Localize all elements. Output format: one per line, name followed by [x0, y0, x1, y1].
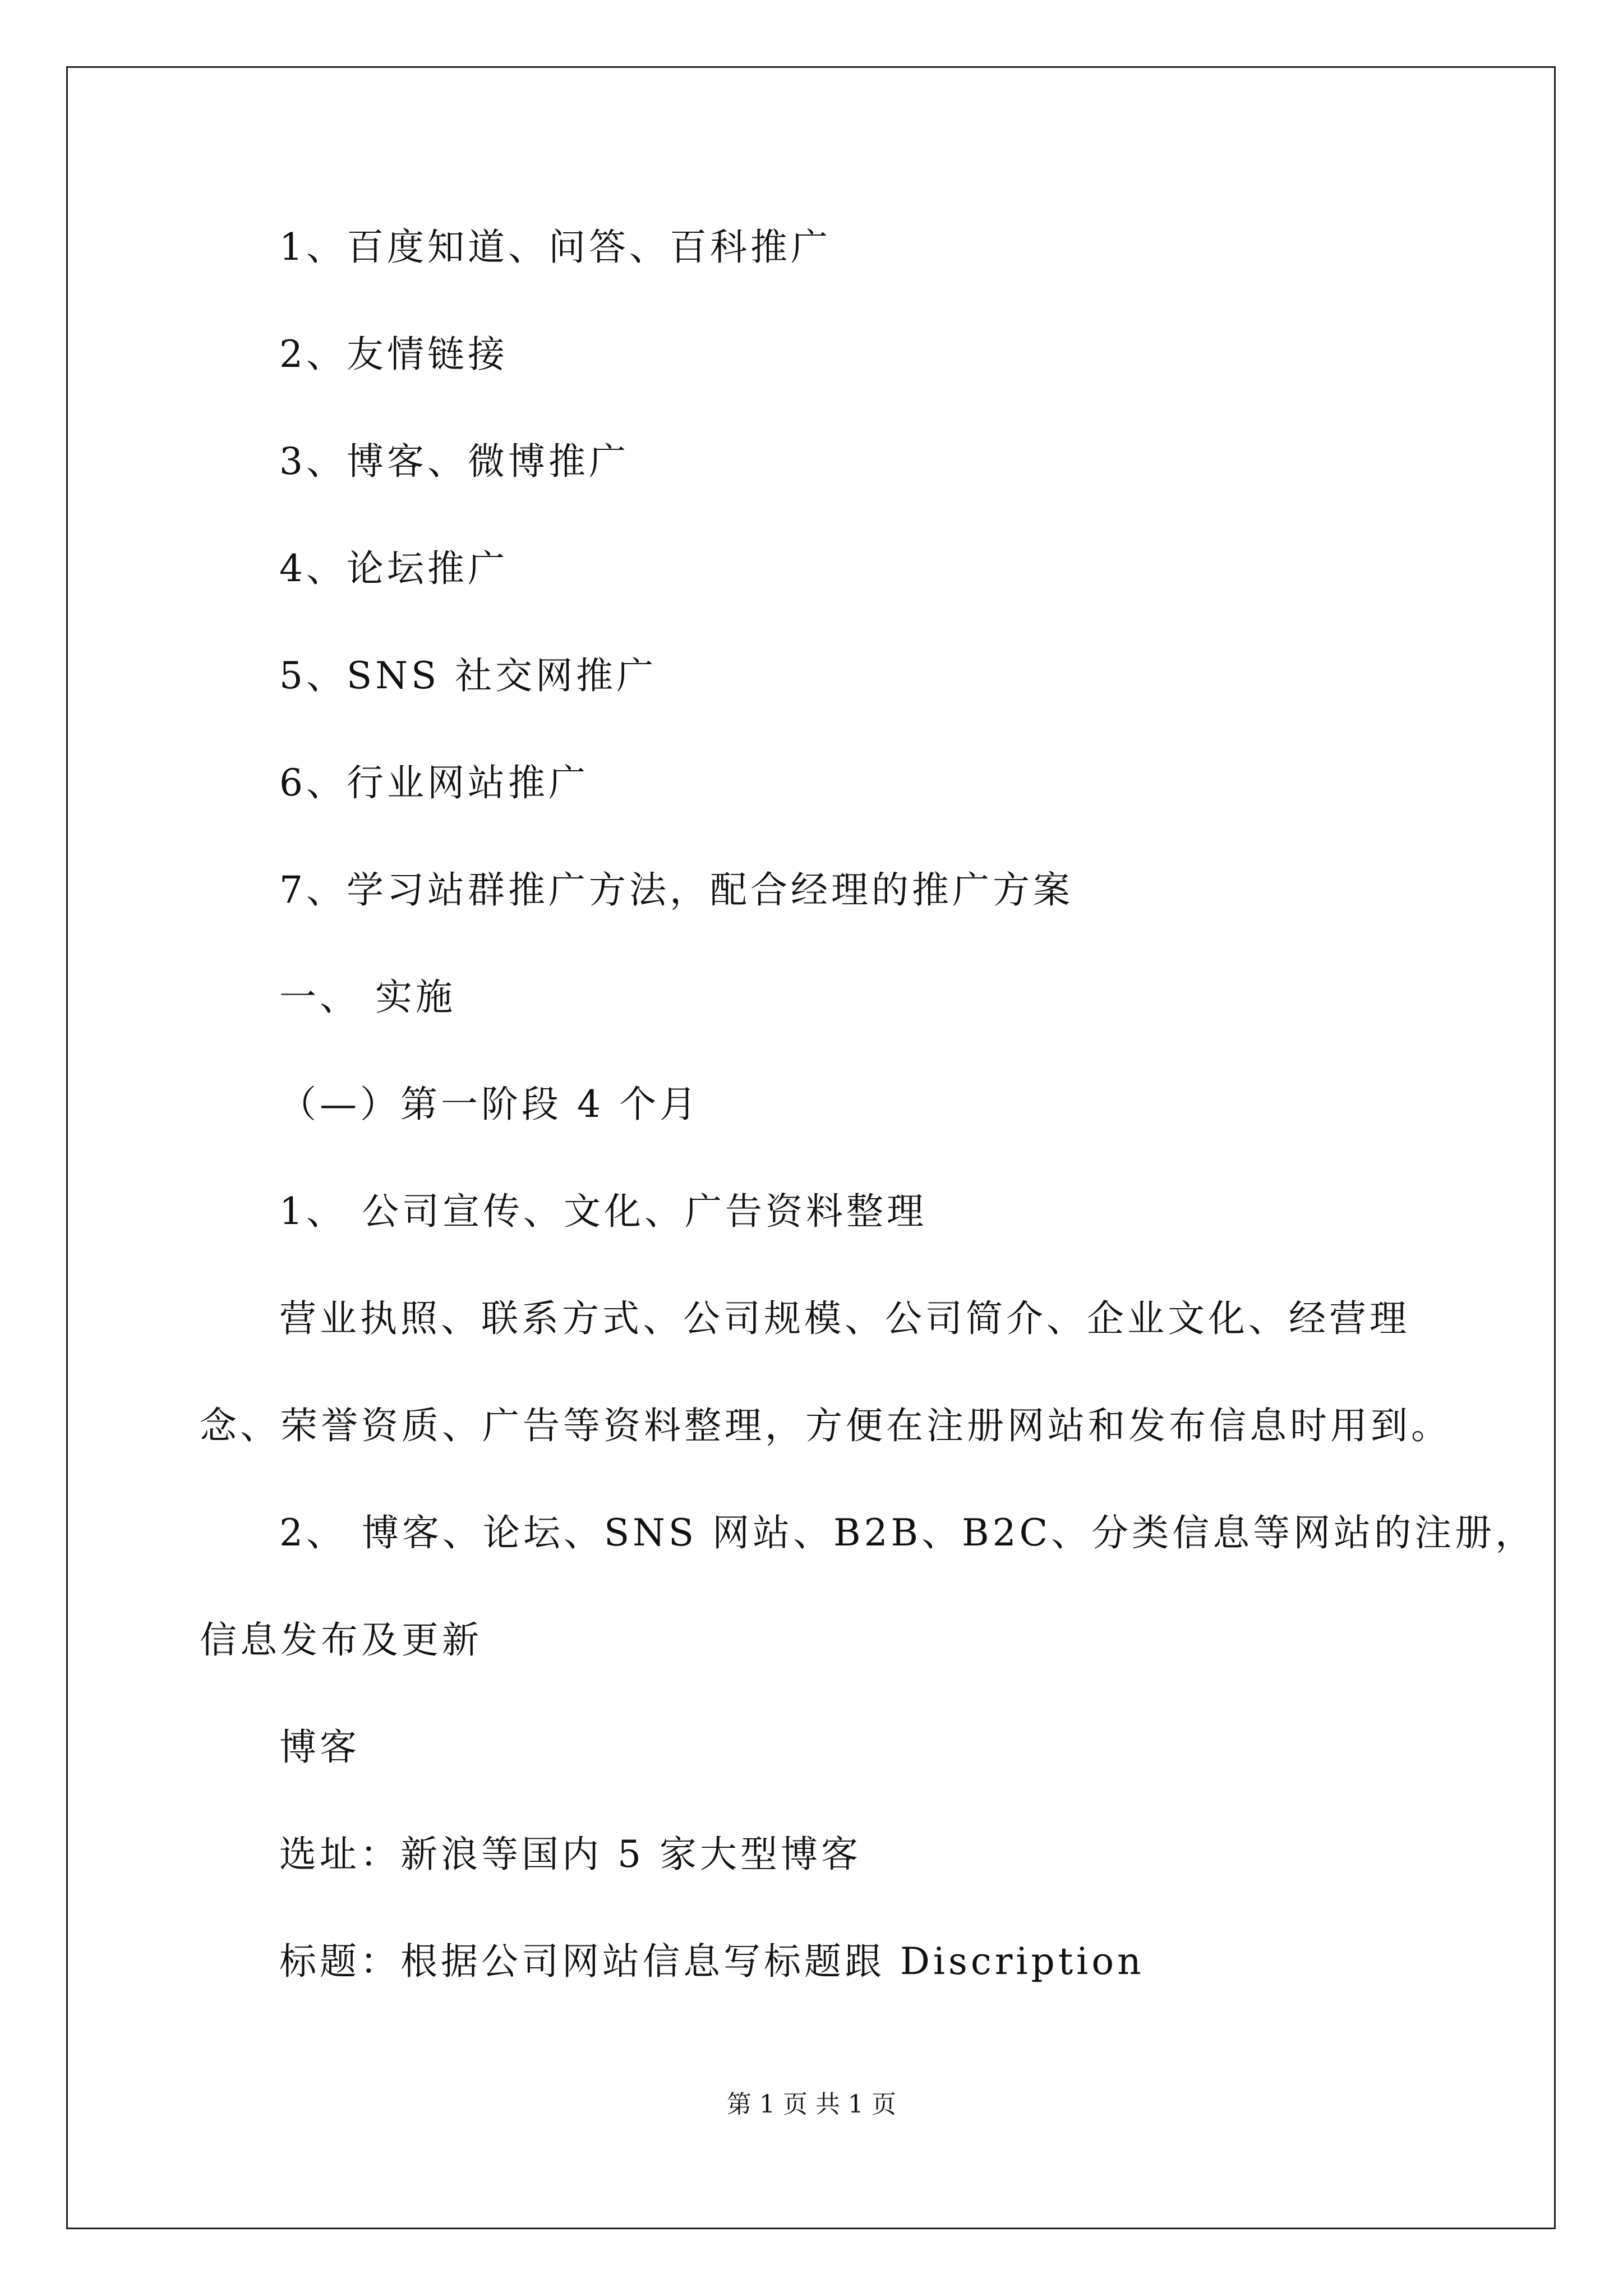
paragraph-materials-line-1: 营业执照、联系方式、公司规模、公司简介、企业文化、经营理: [279, 1297, 1410, 1340]
paragraph-site-selection: 选址：新浪等国内 5 家大型博客: [279, 1833, 861, 1876]
paragraph-title-description: 标题：根据公司网站信息写标题跟 Discription: [279, 1940, 1145, 1983]
item-heading-registration-line-2: 信息发布及更新: [200, 1618, 482, 1662]
list-item-blog-weibo: 3、博客、微博推广: [279, 440, 629, 483]
subsection-heading-phase-one: （—）第一阶段 4 个月: [279, 1083, 700, 1126]
item-heading-company-materials: 1、 公司宣传、文化、广告资料整理: [279, 1190, 927, 1233]
list-item-site-group: 7、学习站群推广方法，配合经理的推广方案: [279, 868, 1073, 912]
item-heading-registration-line-1: 2、 博客、论坛、SNS 网站、B2B、B2C、分类信息等网站的注册，: [279, 1511, 1536, 1554]
list-item-industry-sites: 6、行业网站推广: [279, 761, 589, 804]
page-footer: 第 1 页 共 1 页: [727, 2090, 896, 2119]
label-blog: 博客: [279, 1726, 360, 1769]
list-item-sns: 5、SNS 社交网推广: [279, 654, 657, 697]
list-item-forum: 4、论坛推广: [279, 547, 508, 590]
list-item-baidu: 1、百度知道、问答、百科推广: [279, 226, 831, 269]
list-item-friend-links: 2、友情链接: [279, 333, 508, 376]
page-border: [66, 66, 1556, 2229]
section-heading-implementation: 一、 实施: [279, 976, 456, 1019]
paragraph-materials-line-2: 念、荣誉资质、广告等资料整理，方便在注册网站和发布信息时用到。: [200, 1404, 1451, 1447]
